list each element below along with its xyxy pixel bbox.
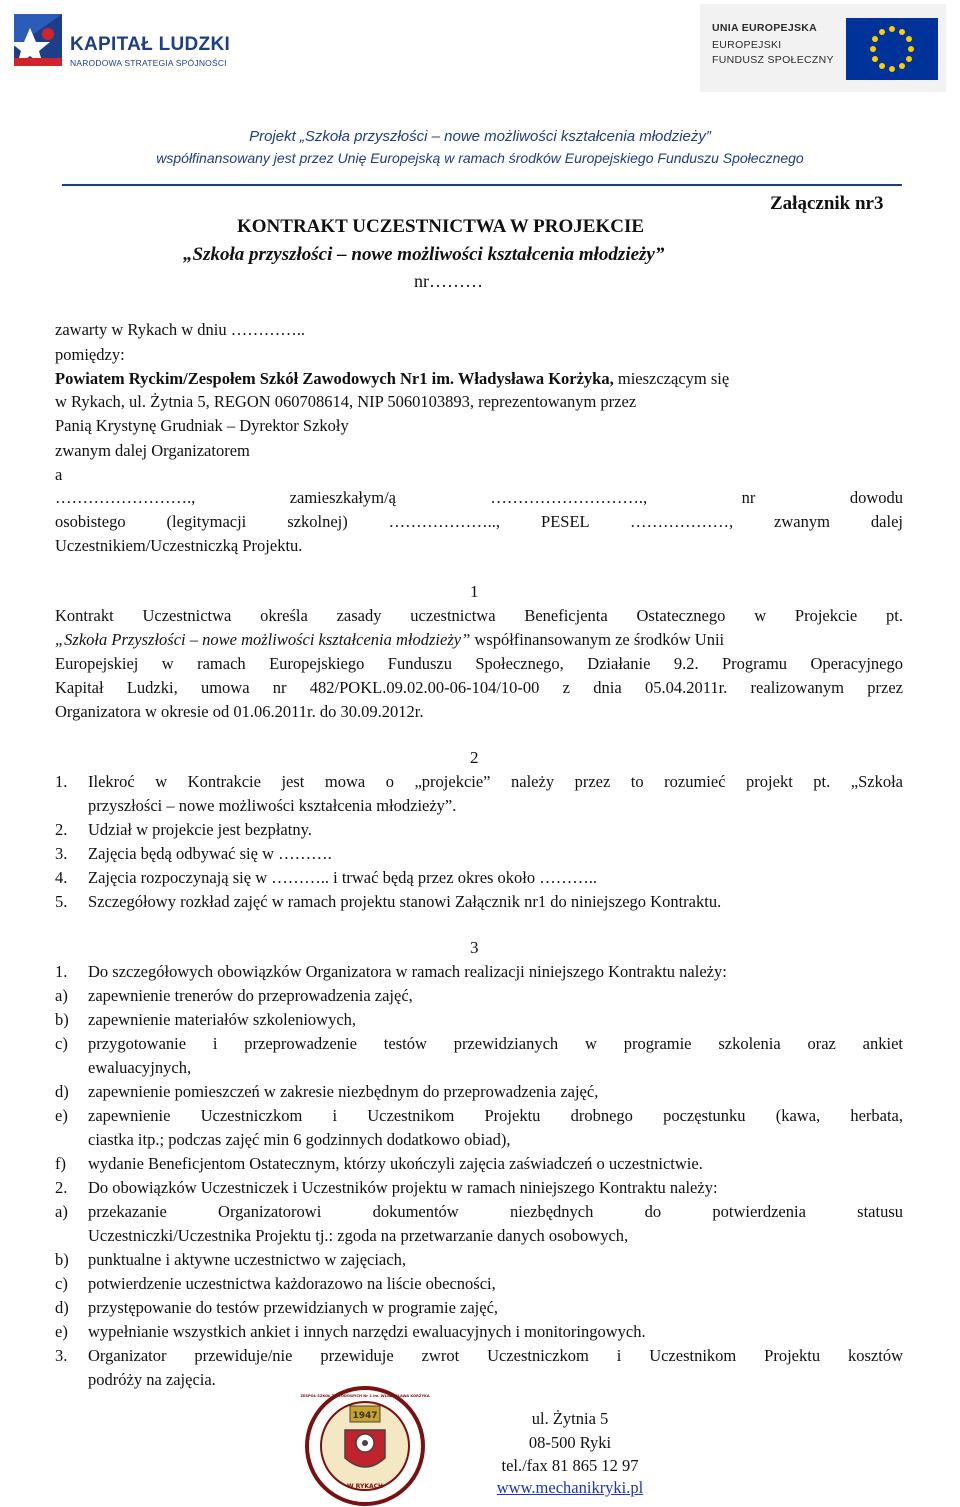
list-item: Udział w projekcie jest bezpłatny. — [88, 820, 312, 839]
project-title: „Szkoła przyszłości – nowe możliwości kształcenia młodzieży” — [183, 244, 665, 265]
list-item-number: 3. — [55, 1346, 68, 1365]
list-item: zapewnienie Uczestniczkom i Uczestnikom Projektu drobnego poczęstunku (kawa, herbata, — [88, 1106, 903, 1125]
contract-number: nr……… — [414, 271, 483, 291]
list-item-number: 5. — [55, 892, 68, 911]
section1-line: Organizatora w okresie od 01.06.2011r. do 30.09.2012r. — [55, 702, 424, 721]
crest-city: W RYKACH — [346, 1483, 384, 1490]
list-item: wydanie Beneficjentom Ostatecznym, którzy ukończyli zajęcia zaświadczeń o uczestnictwie. — [88, 1154, 703, 1173]
list-item-number: 3. — [55, 844, 68, 863]
list-item-number: d) — [55, 1082, 69, 1101]
participant-line: ……………………., zamieszkałym/ą ………………………., nr dowodu — [55, 488, 903, 507]
list-item-number: 2. — [55, 820, 68, 839]
project-name-line: Projekt „Szkoła przyszłości – nowe możliwości kształcenia młodzieży” — [249, 128, 711, 145]
list-item-number: a) — [55, 1202, 68, 1221]
list-item: Do szczegółowych obowiązków Organizatora w ramach realizacji niniejszego Kontraktu należy: — [88, 962, 727, 981]
list-item: punktualne i aktywne uczestnictwo w zajęciach, — [88, 1250, 406, 1269]
list-item: Ilekroć w Kontrakcie jest mowa o „projekcie” należy przez to rozumieć projekt pt. „Szkoła — [88, 772, 903, 791]
participant-line: Uczestnikiem/Uczestniczką Projektu. — [55, 536, 303, 555]
list-item: zapewnienie pomieszczeń w zakresie niezbędnym do przeprowadzenia zajęć, — [88, 1082, 599, 1101]
section1-line — [55, 629, 905, 651]
list-item: zapewnienie materiałów szkoleniowych, — [88, 1010, 357, 1029]
section1-line: Kontrakt Uczestnictwa określa zasady uczestnictwa Beneficjenta Ostatecznego w Projekcie pt. — [55, 606, 903, 625]
school-crest-icon — [300, 1380, 430, 1507]
list-item: Organizator przewiduje/nie przewiduje zwrot Uczestniczkom i Uczestnikom Projektu kosztów — [88, 1346, 903, 1365]
section-heading-3: 3 — [470, 938, 479, 957]
list-item: Zajęcia rozpoczynają się w ……….. i trwać będą przez okres około ……….. — [88, 868, 598, 887]
party-line: w Rykach, ul. Żytnia 5, REGON 060708614, NIP 5060103893, reprezentowanym przez — [55, 392, 637, 411]
list-item: Zajęcia będą odbywać się w ………. — [88, 844, 332, 863]
list-item-number: d) — [55, 1298, 69, 1317]
eu-logo-line3: FUNDUSZ SPOŁECZNY — [712, 54, 834, 66]
organizer-name-rest: mieszczącym się — [613, 369, 730, 388]
contract-title: KONTRAKT UCZESTNICTWA W PROJEKCIE — [237, 216, 645, 237]
list-item-number: 1. — [55, 772, 68, 791]
participant-line: osobistego (legitymacji szkolnej) ……………….., PESEL ………………, zwanym dalej — [55, 512, 903, 531]
intro-line: zawarty w Rykach w dniu ………….. — [55, 320, 305, 339]
list-item: wypełnianie wszystkich ankiet i innych narzędzi ewaluacyjnych i monitoringowych. — [88, 1322, 646, 1341]
footer-phone: tel./fax 81 865 12 97 — [501, 1456, 639, 1475]
section-heading-2: 2 — [470, 748, 479, 767]
eu-logo-line1: UNIA EUROPEJSKA — [712, 22, 818, 34]
section1-line: Kapitał Ludzki, umowa nr 482/POKL.09.02.00-06-104/10-00 z dnia 05.04.2011r. realizowanym przez — [55, 678, 903, 697]
list-item-number: a) — [55, 986, 68, 1005]
list-item: zapewnienie trenerów do przeprowadzenia zajęć, — [88, 986, 413, 1005]
header-divider — [62, 184, 902, 186]
party-line — [55, 368, 905, 390]
eu-flag-icon — [846, 18, 938, 80]
list-item: przekazanie Organizatorowi dokumentów niezbędnych do potwierdzenia statusu — [88, 1202, 903, 1221]
crest-year: 1947 — [352, 1411, 378, 1421]
list-item-number: 4. — [55, 868, 68, 887]
kapital-ludzki-subtitle: NARODOWA STRATEGIA SPÓJNOŚCI — [70, 58, 227, 68]
list-item-number: b) — [55, 1250, 69, 1269]
list-item-number: 2. — [55, 1178, 68, 1197]
project-funding-line: współfinansowany jest przez Unię Europejską w ramach środków Europejskiego Funduszu Społecznego — [156, 150, 804, 166]
list-item: podróży na zajęcia. — [88, 1370, 216, 1389]
list-item: Do obowiązków Uczestniczek i Uczestników projektu w ramach niniejszego Kontraktu należy: — [88, 1178, 718, 1197]
list-item: Uczestniczki/Uczestnika Projektu tj.: zgoda na przetwarzanie danych osobowych, — [88, 1226, 629, 1245]
list-item: ciastka itp.; podczas zajęć min 6 godzinnych dodatkowo obiad), — [88, 1130, 511, 1149]
list-item: Szczegółowy rozkład zajęć w ramach projektu stanowi Załącznik nr1 do niniejszego Kontraktu. — [88, 892, 722, 911]
kapital-ludzki-title: KAPITAŁ LUDZKI — [70, 34, 231, 55]
list-item: przystępowanie do testów przewidzianych w programie zajęć, — [88, 1298, 499, 1317]
list-item-number: 1. — [55, 962, 68, 981]
party-line: Panią Krystynę Grudniak – Dyrektor Szkoły — [55, 416, 349, 435]
crest-name: ZESPÓŁ SZKÓŁ ZAWODOWYCH Nr 1 im. WŁADYSŁAWA KORŻYKA — [300, 1394, 430, 1398]
footer-address: ul. Żytnia 5 — [531, 1409, 609, 1428]
organizer-name: Powiatem Ryckim/Zespołem Szkół Zawodowych Nr1 im. Władysława Korżyka, — [55, 369, 614, 388]
party-line: a — [55, 465, 63, 484]
list-item-number: e) — [55, 1106, 68, 1125]
eu-logo-line2: EUROPEJSKI — [712, 39, 782, 51]
party-line: zwanym dalej Organizatorem — [55, 441, 250, 460]
list-item-number: c) — [55, 1034, 68, 1053]
footer-postal: 08-500 Ryki — [528, 1433, 612, 1452]
intro-line: pomiędzy: — [55, 345, 125, 364]
list-item-number: f) — [55, 1154, 66, 1173]
section1-line: Europejskiej w ramach Europejskiego Funduszu Społecznego, Działanie 9.2. Programu Operacyjnego — [55, 654, 903, 673]
list-item-number: b) — [55, 1010, 69, 1029]
list-item: przygotowanie i przeprowadzenie testów przewidzianych w programie szkolenia oraz ankiet — [88, 1034, 903, 1053]
section-heading-1: 1 — [470, 582, 479, 601]
annex-label: Załącznik nr3 — [770, 193, 884, 214]
list-item-number: c) — [55, 1274, 68, 1293]
list-item: ewaluacyjnych, — [88, 1058, 192, 1077]
section1-line-rest: współfinansowanym ze środków Unii — [470, 630, 725, 649]
project-name-italic: „Szkoła Przyszłości – nowe możliwości kształcenia młodzieży” — [55, 630, 471, 649]
list-item: przyszłości – nowe możliwości kształcenia młodzieży”. — [88, 796, 457, 815]
list-item: potwierdzenie uczestnictwa każdorazowo na liście obecności, — [88, 1274, 496, 1293]
footer-website-link[interactable]: www.mechanikryki.pl — [496, 1478, 644, 1497]
list-item-number: e) — [55, 1322, 68, 1341]
